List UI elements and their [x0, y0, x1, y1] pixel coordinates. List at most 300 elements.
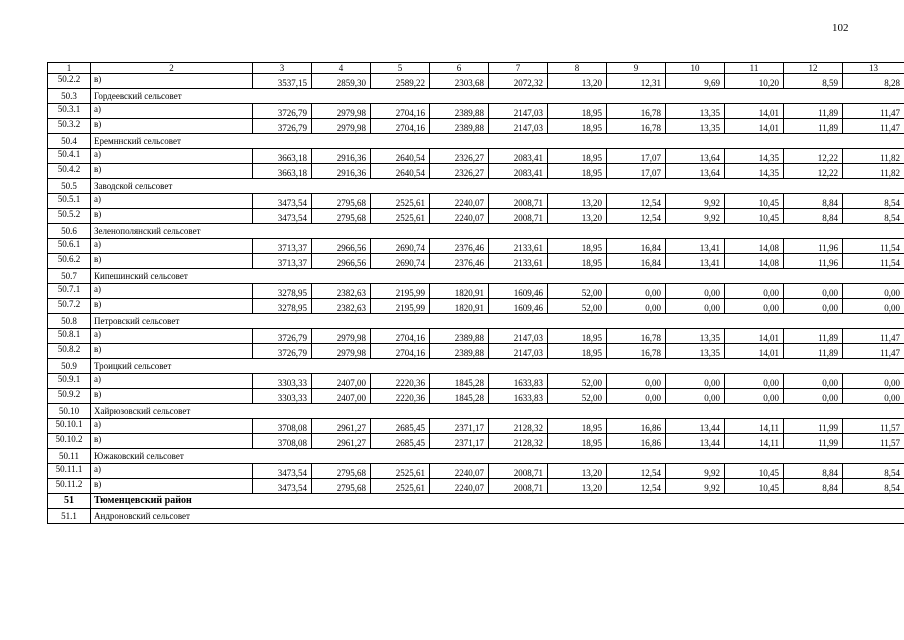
value-cell: 11,99 [784, 419, 843, 434]
table-row [48, 464, 904, 479]
table-row [48, 479, 904, 494]
value-cell: 2371,17 [430, 419, 489, 434]
value-cell: 11,47 [843, 104, 904, 119]
table-row [48, 74, 904, 89]
section-row [48, 89, 904, 104]
value-cell: 11,96 [784, 254, 843, 269]
value-cell: 9,92 [666, 209, 725, 224]
table-row [48, 239, 904, 254]
value-cell: 16,86 [607, 419, 666, 434]
section-row [48, 449, 904, 464]
section-code: 50.9 [48, 359, 91, 374]
value-cell: 2326,27 [430, 164, 489, 179]
value-cell: 3473,54 [253, 479, 312, 494]
value-cell: 1609,46 [489, 299, 548, 314]
section-code: 50.6 [48, 224, 91, 239]
value-cell: 2704,16 [371, 329, 430, 344]
table-row [48, 104, 904, 119]
value-cell: 8,28 [843, 74, 904, 89]
value-cell: 2407,00 [312, 389, 371, 404]
value-cell: 12,54 [607, 479, 666, 494]
value-cell: 13,20 [548, 194, 607, 209]
row-label: в) [91, 209, 253, 224]
row-label: в) [91, 434, 253, 449]
value-cell: 11,82 [843, 164, 904, 179]
value-cell: 2690,74 [371, 254, 430, 269]
column-header: 10 [666, 63, 725, 74]
value-cell: 2795,68 [312, 479, 371, 494]
value-cell: 8,59 [784, 74, 843, 89]
section-code: 50.5 [48, 179, 91, 194]
value-cell: 13,35 [666, 329, 725, 344]
value-cell: 3303,33 [253, 389, 312, 404]
value-cell: 9,92 [666, 479, 725, 494]
value-cell: 18,95 [548, 254, 607, 269]
column-header: 7 [489, 63, 548, 74]
value-cell: 0,00 [607, 389, 666, 404]
value-cell: 2072,32 [489, 74, 548, 89]
value-cell: 0,00 [666, 284, 725, 299]
column-header: 13 [843, 63, 904, 74]
value-cell: 14,08 [725, 254, 784, 269]
value-cell: 2389,88 [430, 104, 489, 119]
value-cell: 12,31 [607, 74, 666, 89]
column-header: 3 [253, 63, 312, 74]
section-row [48, 314, 904, 329]
value-cell: 0,00 [607, 299, 666, 314]
value-cell: 1609,46 [489, 284, 548, 299]
value-cell: 10,45 [725, 479, 784, 494]
value-cell: 0,00 [784, 284, 843, 299]
value-cell: 2147,03 [489, 104, 548, 119]
value-cell: 0,00 [843, 389, 904, 404]
row-code: 50.4.2 [48, 164, 91, 179]
value-cell: 0,00 [725, 284, 784, 299]
value-cell: 13,20 [548, 464, 607, 479]
value-cell: 2147,03 [489, 119, 548, 134]
value-cell: 2220,36 [371, 389, 430, 404]
value-cell: 2704,16 [371, 344, 430, 359]
row-label: в) [91, 344, 253, 359]
row-code: 50.11.1 [48, 464, 91, 479]
district-row [48, 494, 904, 509]
row-label: а) [91, 194, 253, 209]
row-code: 50.9.1 [48, 374, 91, 389]
value-cell: 8,84 [784, 464, 843, 479]
value-cell: 0,00 [784, 389, 843, 404]
value-cell: 2303,68 [430, 74, 489, 89]
value-cell: 2389,88 [430, 329, 489, 344]
value-cell: 11,89 [784, 119, 843, 134]
value-cell: 10,45 [725, 194, 784, 209]
row-label: а) [91, 329, 253, 344]
section-name: Петровский сельсовет [91, 314, 904, 329]
value-cell: 0,00 [666, 389, 725, 404]
value-cell: 14,01 [725, 344, 784, 359]
value-cell: 52,00 [548, 389, 607, 404]
value-cell: 52,00 [548, 284, 607, 299]
column-header: 8 [548, 63, 607, 74]
value-cell: 3726,79 [253, 344, 312, 359]
section-code: 51.1 [48, 509, 91, 524]
value-cell: 2916,36 [312, 164, 371, 179]
row-label: а) [91, 149, 253, 164]
value-cell: 13,20 [548, 209, 607, 224]
value-cell: 3278,95 [253, 299, 312, 314]
section-name: Хайрюзовский сельсовет [91, 404, 904, 419]
section-code: 50.11 [48, 449, 91, 464]
row-label: а) [91, 284, 253, 299]
value-cell: 18,95 [548, 419, 607, 434]
value-cell: 2525,61 [371, 464, 430, 479]
value-cell: 11,89 [784, 104, 843, 119]
value-cell: 12,54 [607, 464, 666, 479]
value-cell: 11,54 [843, 239, 904, 254]
value-cell: 0,00 [784, 374, 843, 389]
value-cell: 13,20 [548, 74, 607, 89]
row-code: 50.3.1 [48, 104, 91, 119]
section-row [48, 224, 904, 239]
value-cell: 0,00 [607, 374, 666, 389]
value-cell: 2133,61 [489, 254, 548, 269]
value-cell: 12,22 [784, 149, 843, 164]
value-cell: 17,07 [607, 149, 666, 164]
table-row [48, 149, 904, 164]
value-cell: 3726,79 [253, 119, 312, 134]
value-cell: 16,78 [607, 119, 666, 134]
value-cell: 3537,15 [253, 74, 312, 89]
value-cell: 2147,03 [489, 329, 548, 344]
table-row [48, 434, 904, 449]
value-cell: 14,35 [725, 164, 784, 179]
section-name: Гордеевский сельсовет [91, 89, 904, 104]
section-name: Тюменцевский район [91, 494, 904, 509]
table-body [48, 74, 904, 524]
value-cell: 12,22 [784, 164, 843, 179]
value-cell: 52,00 [548, 299, 607, 314]
value-cell: 1820,91 [430, 299, 489, 314]
row-label: а) [91, 464, 253, 479]
value-cell: 3473,54 [253, 194, 312, 209]
value-cell: 2795,68 [312, 464, 371, 479]
value-cell: 0,00 [666, 299, 725, 314]
value-cell: 2240,07 [430, 464, 489, 479]
value-cell: 2376,46 [430, 254, 489, 269]
section-code: 50.3 [48, 89, 91, 104]
value-cell: 2128,32 [489, 434, 548, 449]
page-number: 102 [832, 22, 849, 34]
value-cell: 18,95 [548, 329, 607, 344]
column-header: 1 [48, 63, 91, 74]
row-label: а) [91, 419, 253, 434]
section-code: 50.8 [48, 314, 91, 329]
table-header [48, 63, 904, 74]
value-cell: 3473,54 [253, 209, 312, 224]
value-cell: 2859,30 [312, 74, 371, 89]
value-cell: 10,45 [725, 209, 784, 224]
section-row [48, 509, 904, 524]
value-cell: 3663,18 [253, 164, 312, 179]
value-cell: 2147,03 [489, 344, 548, 359]
value-cell: 8,54 [843, 479, 904, 494]
row-label: а) [91, 104, 253, 119]
column-header: 11 [725, 63, 784, 74]
row-label: в) [91, 254, 253, 269]
value-cell: 3473,54 [253, 464, 312, 479]
value-cell: 9,92 [666, 464, 725, 479]
row-code: 50.5.2 [48, 209, 91, 224]
value-cell: 2240,07 [430, 194, 489, 209]
value-cell: 14,35 [725, 149, 784, 164]
value-cell: 16,84 [607, 239, 666, 254]
value-cell: 2704,16 [371, 119, 430, 134]
table-row [48, 119, 904, 134]
value-cell: 13,64 [666, 164, 725, 179]
row-code: 50.5.1 [48, 194, 91, 209]
row-label: в) [91, 119, 253, 134]
value-cell: 2795,68 [312, 209, 371, 224]
value-cell: 18,95 [548, 239, 607, 254]
value-cell: 2640,54 [371, 149, 430, 164]
value-cell: 2795,68 [312, 194, 371, 209]
value-cell: 14,01 [725, 329, 784, 344]
column-header: 6 [430, 63, 489, 74]
value-cell: 2389,88 [430, 119, 489, 134]
table-row [48, 344, 904, 359]
column-header: 5 [371, 63, 430, 74]
value-cell: 12,54 [607, 194, 666, 209]
value-cell: 11,54 [843, 254, 904, 269]
value-cell: 13,41 [666, 239, 725, 254]
value-cell: 10,20 [725, 74, 784, 89]
section-code: 50.7 [48, 269, 91, 284]
value-cell: 1845,28 [430, 389, 489, 404]
value-cell: 2382,63 [312, 299, 371, 314]
section-name: Зеленополянский сельсовет [91, 224, 904, 239]
section-row [48, 404, 904, 419]
value-cell: 8,84 [784, 479, 843, 494]
row-label: а) [91, 239, 253, 254]
value-cell: 11,47 [843, 119, 904, 134]
value-cell: 11,57 [843, 419, 904, 434]
row-code: 50.7.1 [48, 284, 91, 299]
value-cell: 3708,08 [253, 434, 312, 449]
value-cell: 0,00 [725, 374, 784, 389]
value-cell: 0,00 [666, 374, 725, 389]
tariff-table [47, 62, 904, 524]
value-cell: 18,95 [548, 149, 607, 164]
value-cell: 14,01 [725, 119, 784, 134]
value-cell: 3708,08 [253, 419, 312, 434]
value-cell: 2685,45 [371, 434, 430, 449]
value-cell: 16,86 [607, 434, 666, 449]
value-cell: 2690,74 [371, 239, 430, 254]
value-cell: 2966,56 [312, 254, 371, 269]
value-cell: 11,57 [843, 434, 904, 449]
value-cell: 13,41 [666, 254, 725, 269]
row-code: 50.10.2 [48, 434, 91, 449]
row-code: 50.8.1 [48, 329, 91, 344]
table-row [48, 254, 904, 269]
value-cell: 3278,95 [253, 284, 312, 299]
row-code: 50.4.1 [48, 149, 91, 164]
value-cell: 13,44 [666, 434, 725, 449]
value-cell: 0,00 [843, 299, 904, 314]
value-cell: 2195,99 [371, 299, 430, 314]
value-cell: 18,95 [548, 119, 607, 134]
section-name: Еремннский сельсовет [91, 134, 904, 149]
value-cell: 1820,91 [430, 284, 489, 299]
value-cell: 2704,16 [371, 104, 430, 119]
value-cell: 11,99 [784, 434, 843, 449]
section-name: Кипешинский сельсовет [91, 269, 904, 284]
value-cell: 9,69 [666, 74, 725, 89]
value-cell: 16,78 [607, 329, 666, 344]
value-cell: 11,47 [843, 344, 904, 359]
value-cell: 2966,56 [312, 239, 371, 254]
value-cell: 11,47 [843, 329, 904, 344]
section-row [48, 359, 904, 374]
value-cell: 14,11 [725, 419, 784, 434]
value-cell: 2525,61 [371, 479, 430, 494]
value-cell: 2240,07 [430, 479, 489, 494]
value-cell: 13,44 [666, 419, 725, 434]
value-cell: 2220,36 [371, 374, 430, 389]
table-row [48, 299, 904, 314]
row-label: а) [91, 374, 253, 389]
row-label: в) [91, 299, 253, 314]
section-name: Троицкий сельсовет [91, 359, 904, 374]
value-cell: 18,95 [548, 434, 607, 449]
value-cell: 3713,37 [253, 239, 312, 254]
value-cell: 14,01 [725, 104, 784, 119]
header-row [48, 63, 904, 74]
section-name: Андроновский сельсовет [91, 509, 904, 524]
value-cell: 2083,41 [489, 164, 548, 179]
value-cell: 13,35 [666, 344, 725, 359]
column-header: 9 [607, 63, 666, 74]
value-cell: 2979,98 [312, 104, 371, 119]
row-code: 50.2.2 [48, 74, 91, 89]
value-cell: 2961,27 [312, 419, 371, 434]
value-cell: 2979,98 [312, 329, 371, 344]
value-cell: 13,20 [548, 479, 607, 494]
value-cell: 11,89 [784, 329, 843, 344]
row-code: 50.8.2 [48, 344, 91, 359]
value-cell: 2128,32 [489, 419, 548, 434]
value-cell: 1845,28 [430, 374, 489, 389]
value-cell: 2240,07 [430, 209, 489, 224]
value-cell: 2589,22 [371, 74, 430, 89]
value-cell: 1633,83 [489, 374, 548, 389]
column-header: 2 [91, 63, 253, 74]
value-cell: 13,35 [666, 104, 725, 119]
table-row [48, 374, 904, 389]
row-code: 50.10.1 [48, 419, 91, 434]
section-name: Заводской сельсовет [91, 179, 904, 194]
value-cell: 2008,71 [489, 209, 548, 224]
value-cell: 8,54 [843, 209, 904, 224]
value-cell: 2916,36 [312, 149, 371, 164]
value-cell: 3726,79 [253, 104, 312, 119]
section-code: 51 [48, 494, 91, 509]
value-cell: 14,11 [725, 434, 784, 449]
row-code: 50.6.1 [48, 239, 91, 254]
table-row [48, 389, 904, 404]
value-cell: 18,95 [548, 344, 607, 359]
row-label: в) [91, 389, 253, 404]
value-cell: 11,96 [784, 239, 843, 254]
table-row [48, 209, 904, 224]
value-cell: 2382,63 [312, 284, 371, 299]
value-cell: 16,84 [607, 254, 666, 269]
value-cell: 2371,17 [430, 434, 489, 449]
value-cell: 3663,18 [253, 149, 312, 164]
value-cell: 2008,71 [489, 479, 548, 494]
value-cell: 8,84 [784, 209, 843, 224]
value-cell: 2979,98 [312, 344, 371, 359]
value-cell: 2376,46 [430, 239, 489, 254]
section-code: 50.10 [48, 404, 91, 419]
value-cell: 3303,33 [253, 374, 312, 389]
table-row [48, 284, 904, 299]
value-cell: 16,78 [607, 344, 666, 359]
value-cell: 1633,83 [489, 389, 548, 404]
row-code: 50.6.2 [48, 254, 91, 269]
column-header: 12 [784, 63, 843, 74]
value-cell: 12,54 [607, 209, 666, 224]
table-row [48, 194, 904, 209]
section-name: Южаковский сельсовет [91, 449, 904, 464]
row-code: 50.7.2 [48, 299, 91, 314]
value-cell: 2389,88 [430, 344, 489, 359]
value-cell: 2407,00 [312, 374, 371, 389]
row-label: в) [91, 74, 253, 89]
value-cell: 0,00 [784, 299, 843, 314]
value-cell: 0,00 [725, 299, 784, 314]
value-cell: 8,84 [784, 194, 843, 209]
value-cell: 2525,61 [371, 194, 430, 209]
value-cell: 18,95 [548, 164, 607, 179]
row-code: 50.3.2 [48, 119, 91, 134]
section-row [48, 269, 904, 284]
value-cell: 0,00 [607, 284, 666, 299]
value-cell: 16,78 [607, 104, 666, 119]
value-cell: 17,07 [607, 164, 666, 179]
value-cell: 2326,27 [430, 149, 489, 164]
table-row [48, 329, 904, 344]
value-cell: 2685,45 [371, 419, 430, 434]
column-header: 4 [312, 63, 371, 74]
value-cell: 11,89 [784, 344, 843, 359]
value-cell: 3713,37 [253, 254, 312, 269]
value-cell: 0,00 [725, 389, 784, 404]
value-cell: 3726,79 [253, 329, 312, 344]
value-cell: 2195,99 [371, 284, 430, 299]
value-cell: 2979,98 [312, 119, 371, 134]
value-cell: 2008,71 [489, 194, 548, 209]
row-code: 50.9.2 [48, 389, 91, 404]
table-row [48, 164, 904, 179]
value-cell: 52,00 [548, 374, 607, 389]
value-cell: 11,82 [843, 149, 904, 164]
value-cell: 2083,41 [489, 149, 548, 164]
value-cell: 8,54 [843, 464, 904, 479]
value-cell: 2640,54 [371, 164, 430, 179]
value-cell: 2525,61 [371, 209, 430, 224]
value-cell: 0,00 [843, 374, 904, 389]
value-cell: 13,35 [666, 119, 725, 134]
